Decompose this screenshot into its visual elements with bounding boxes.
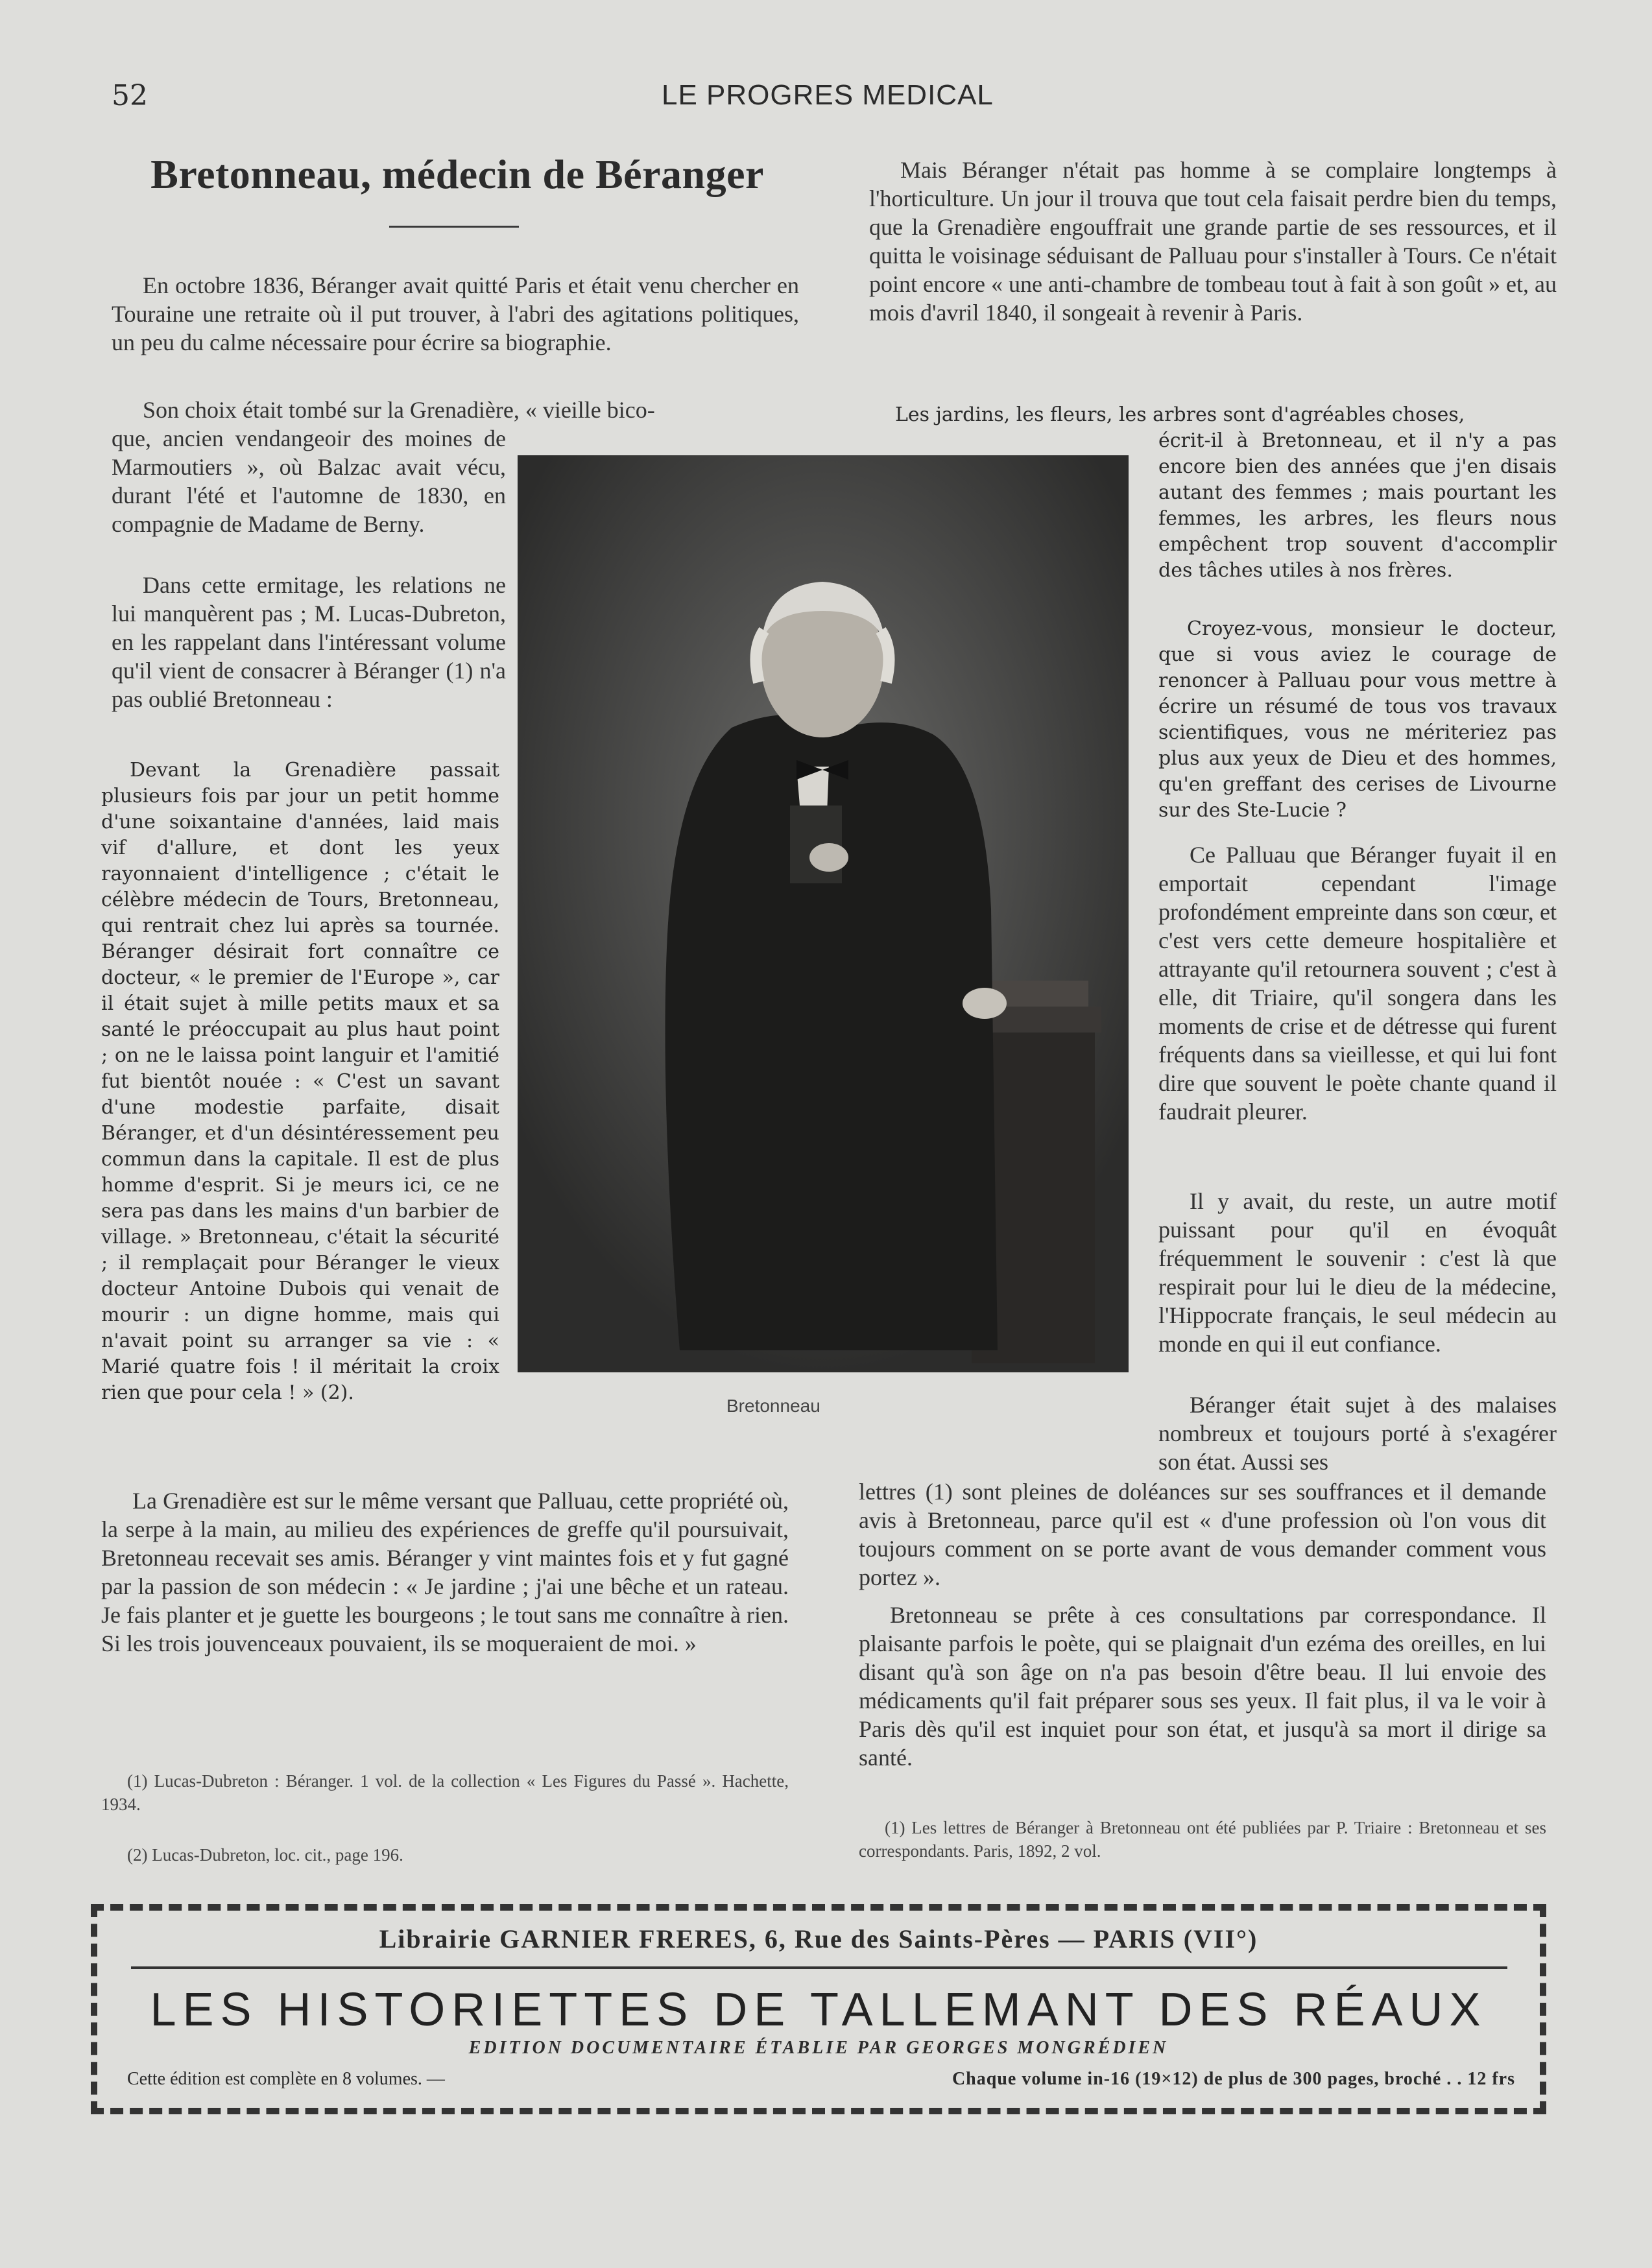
page-number: 52 <box>112 79 148 112</box>
portrait-figure <box>518 455 1129 1372</box>
right-paragraph-3: Il y avait, du reste, un autre motif puissant pour qu'il en évoquât fréquemment le souvenir : c'est là que respirait pour lui le dieu de la médecine, l'Hippocrate français, le seul médecin au monde en qui il eut confiance. <box>1158 1188 1557 1357</box>
right-paragraph-1: Mais Béranger n'était pas homme à se complaire longtemps à l'horticulture. Un jour il trouva que tout cela faisait perdre bien du temps, que la Grenadière engouffrait une grande partie de ses ressources, et il quitta le voisinage séduisant de Palluau pour s'installer à Tours. Ce n'était point encore « une anti-chambre de tombeau tout à fait à son goût » et, au mois d'avril 1840, il songeait à revenir à Paris. <box>869 157 1557 326</box>
portrait-photo <box>518 455 1129 1372</box>
photo-caption: Bretonneau <box>726 1396 820 1416</box>
left-paragraph-4: La Grenadière est sur le même versant que Palluau, cette propriété où, la serpe à la main, au milieu des expériences de greffe qu'il poursuivait, Bretonneau recevait ses amis. Béranger y vint maintes fois et y fut gagné par la passion de son médecin : « Je jardine ; j'ai une bêche et un rateau. Je fais planter et je guette les bourgeons ; le tout sans me connaître à rien. Si les trois jouvenceaux pouvaient, ils se moqueraient de moi. » <box>101 1488 789 1656</box>
ad-publisher: Librairie GARNIER FRERES, 6, Rue des Saints-Pères — PARIS (VII°) <box>379 1924 1258 1953</box>
right-quote-2: Croyez-vous, monsieur le docteur, que si vous aviez le courage de renoncer à Palluau pour vous mettre à écrire un résumé de tous vos travaux scientifiques, vous ne mériteriez pas plus aux yeux de Dieu et des hommes, qu'en greffant des cerises de Livourne sur des Ste-Lucie ? <box>1158 617 1557 822</box>
article-title: Bretonneau, médecin de Béranger <box>150 151 764 197</box>
title-divider <box>389 226 519 228</box>
left-paragraph-1: En octobre 1836, Béranger avait quitté Paris et était venu chercher en Touraine une retraite où il put trouver, à l'abri des agitations politiques, un peu du calme nécessaire pour écrire sa biographie. <box>112 272 799 355</box>
ad-note-left: Cette édition est complète en 8 volumes. — <box>127 2069 445 2089</box>
ad-book-title: LES HISTORIETTES DE TALLEMANT DES RÉAUX <box>150 1984 1487 2036</box>
ad-details <box>127 2069 1515 2090</box>
right-quote-start: Les jardins, les fleurs, les arbres sont d'agréables choses, <box>895 403 1465 426</box>
right-paragraph-5: Bretonneau se prête à ces consultations par correspondance. Il plaisante parfois le poète, qui se plaignait d'un ezéma des oreilles, en lui disant qu'à son âge on n'a pas besoin d'être beau. Il lui envoie des médicaments qu'il fait préparer sous ses yeux. Il fait plus, il va le voir à Paris dès qu'il est inquiet pour son état, et jusqu'à sa mort il dirige sa santé. <box>859 1602 1546 1771</box>
left-paragraph-2-cont: que, ancien vendangeoir des moines de Marmoutiers », où Balzac avait vécu, durant l'été et l'automne de 1830, en compagnie de Madame de Berny. <box>112 425 506 537</box>
right-quote-1: écrit-il à Bretonneau, et il n'y a pas encore bien des années que j'en disais autant des femmes ; mais pourtant les femmes, les arbres, les fleurs nous empêchent trop souvent d'accomplir des tâches utiles à nos frères. <box>1158 429 1557 582</box>
right-paragraph-2: Ce Palluau que Béranger fuyait il en emportait cependant l'image profondément empreinte dans son cœur, et c'est vers cette demeure hospitalière et attrayante qu'il retournera souvent ; c'est à elle, dit Triaire, qu'il songera dans les moments de crise et de détresse qui furent fréquents dans sa vieillesse, et qui lui font dire que souvent le poète chante quand il faudrait pleurer. <box>1158 842 1557 1125</box>
footnote-right: (1) Les lettres de Béranger à Bretonneau ont été publiées par P. Triaire : Bretonneau et ses correspondants. Paris, 1892, 2 vol. <box>859 1818 1546 1861</box>
ad-note-right: Chaque volume in-16 (19×12) de plus de 300 pages, broché . . 12 frs <box>952 2069 1515 2089</box>
ad-divider <box>131 1966 1507 1969</box>
right-paragraph-4-cont: lettres (1) sont pleines de doléances sur ses souffrances et il demande avis à Bretonneau, parce qu'il est « d'une profession où l'on vous dit toujours comment on se porte avant de vous demander comment vous portez ». <box>859 1479 1546 1590</box>
journal-title: LE PROGRES MEDICAL <box>662 79 994 111</box>
right-paragraph-4-start: Béranger était sujet à des malaises nombreux et toujours porté à s'exagérer son état. Aussi ses <box>1158 1392 1557 1475</box>
left-paragraph-3: Dans cette ermitage, les relations ne lui manquèrent pas ; M. Lucas-Dubreton, en les rappelant dans l'intéressant volume qu'il vient de consacrer à Béranger (1) n'a pas oublié Bretonneau : <box>112 572 506 712</box>
footnote-2: (2) Lucas-Dubreton, loc. cit., page 196. <box>127 1845 403 1865</box>
ad-edition: EDITION DOCUMENTAIRE ÉTABLIE PAR GEORGES MONGRÉDIEN <box>468 2038 1169 2058</box>
left-quote: Devant la Grenadière passait plusieurs fois par jour un petit homme d'une soixantaine d'années, laid mais vif d'allure, et dont les yeux rayonnaient d'intelligence ; c'était le célèbre médecin de Tours, Bretonneau, qui rentrait chez lui après sa tournée. Béranger désirait fort connaître ce docteur, « le premier de l'Europe », car il était sujet à mille petits maux et sa santé le préoccupait au plus haut point ; on ne le laissa point languir et l'amitié fut bientôt nouée : « C'est un savant d'une modestie parfaite, disait Béranger, et d'un désintéressement peu commun dans la capitale. Il est de plus homme d'esprit. Si je meurs ici, ce ne sera pas dans les mains d'un barbier de village. » Bretonneau, c'était la sécurité ; il remplaçait pour Béranger le vieux docteur Antoine Dubois qui venait de mourir : un digne homme, mais qui n'avait point su arranger sa vie : « Marié quatre fois ! il méritait la croix rien que pour cela ! » (2). <box>101 759 499 1404</box>
footnote-1: (1) Lucas-Dubreton : Béranger. 1 vol. de la collection « Les Figures du Passé ». Hachette, 1934. <box>101 1771 789 1814</box>
left-paragraph-2-start: Son choix était tombé sur la Grenadière, « vieille bico- <box>143 397 655 423</box>
